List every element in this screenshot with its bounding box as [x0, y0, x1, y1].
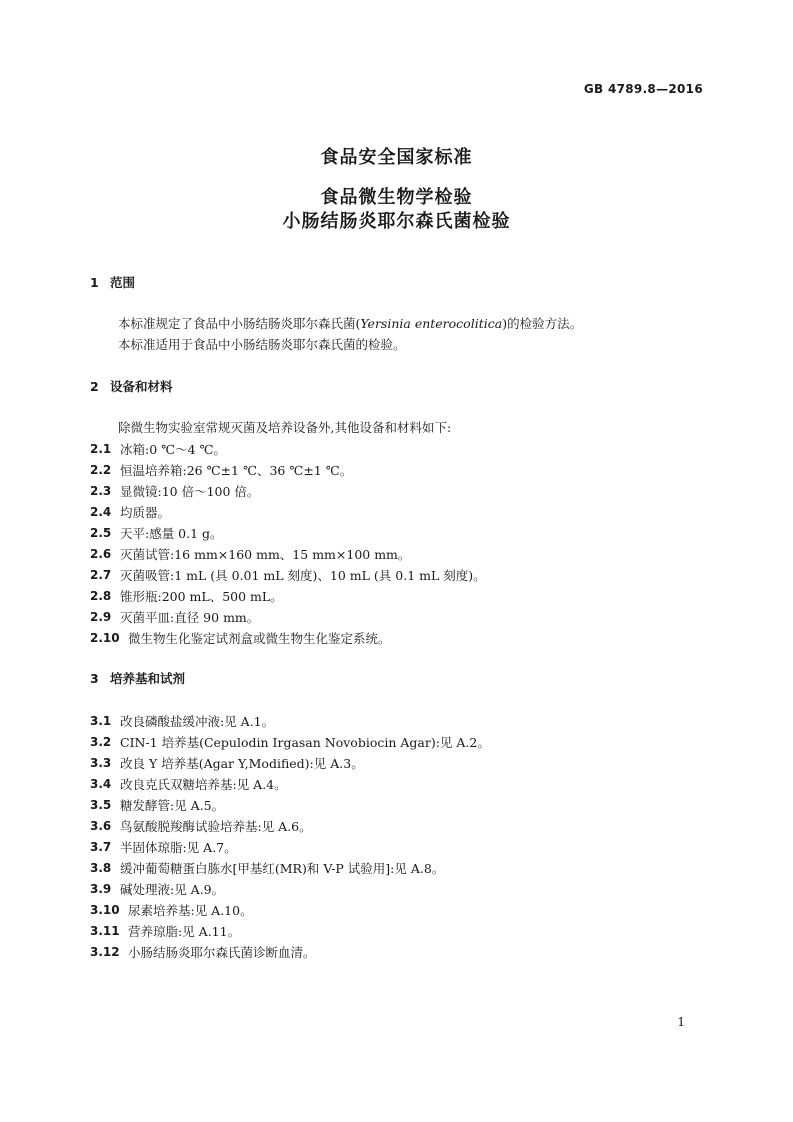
section-2-list: [90, 439, 486, 649]
item-text: 均质器。: [120, 505, 171, 520]
section-3-title: 培养基和试剂: [110, 671, 186, 686]
list-item: [90, 942, 490, 963]
list-item: [90, 523, 486, 544]
item-text: 灭菌平皿:直径 90 mm。: [120, 610, 260, 625]
item-text: 微生物生化鉴定试剂盒或微生物生化鉴定系统。: [128, 631, 391, 646]
item-number: 3.8: [90, 861, 112, 875]
list-item: [90, 921, 490, 942]
item-number: 2.3: [90, 484, 112, 498]
item-number: 3.9: [90, 882, 112, 896]
item-text: 灭菌试管:16 mm×160 mm、15 mm×100 mm。: [120, 547, 411, 562]
document-subtitle-2: 小肠结肠炎耶尔森氏菌检验: [282, 211, 511, 232]
item-number: 2.8: [90, 589, 112, 603]
item-text: 改良克氏双糖培养基:见 A.4。: [120, 777, 287, 792]
list-item: [90, 544, 486, 565]
document-title: 食品安全国家标准: [320, 147, 473, 168]
item-number: 3.7: [90, 840, 112, 854]
item-text: 显微镜:10 倍～100 倍。: [120, 484, 260, 499]
list-item: [90, 502, 486, 523]
item-text: 锥形瓶:200 mL、500 mL。: [120, 589, 283, 604]
item-number: 2.2: [90, 463, 112, 477]
item-number: 2.10: [90, 631, 120, 645]
list-item: [90, 879, 490, 900]
species-name: Yersinia enterocolitica: [360, 316, 503, 331]
item-text: 碱处理液:见 A.9。: [120, 882, 225, 897]
list-item: [90, 460, 486, 481]
item-text: 营养琼脂:见 A.11。: [128, 924, 241, 939]
list-item: [90, 607, 486, 628]
item-text: 小肠结肠炎耶尔森氏菌诊断血清。: [128, 945, 316, 960]
item-text: 冰箱:0 ℃～4 ℃。: [120, 442, 227, 457]
list-item: [90, 565, 486, 586]
section-1-paragraph-2: 本标准适用于食品中小肠结肠炎耶尔森氏菌的检验。: [118, 337, 406, 352]
item-text: 天平:感量 0.1 g。: [120, 526, 223, 541]
item-text: 恒温培养箱:26 ℃±1 ℃、36 ℃±1 ℃。: [120, 463, 353, 478]
list-item: [90, 711, 490, 732]
list-item: [90, 439, 486, 460]
item-number: 2.5: [90, 526, 112, 540]
standard-code: GB 4789.8—2016: [583, 82, 703, 96]
list-item: [90, 795, 490, 816]
item-number: 3.11: [90, 924, 120, 938]
item-number: 3.12: [90, 945, 120, 959]
item-number: 3.10: [90, 903, 120, 917]
para-text: 本标准规定了食品中小肠结肠炎耶尔森氏菌(: [118, 316, 361, 331]
section-1-heading: [90, 273, 135, 293]
item-text: 尿素培养基:见 A.10。: [128, 903, 253, 918]
list-item: [90, 774, 490, 795]
para-text: )的检验方法。: [502, 316, 583, 331]
item-text: CIN-1 培养基(Cepulodin Irgasan Novobiocin Agar):见 A.2。: [120, 735, 490, 750]
item-number: 3.6: [90, 819, 112, 833]
list-item: [90, 753, 490, 774]
item-text: 改良 Y 培养基(Agar Y,Modified):见 A.3。: [120, 756, 364, 771]
item-number: 2.9: [90, 610, 112, 624]
section-3-heading: [90, 669, 185, 689]
item-number: 2.7: [90, 568, 112, 582]
item-number: 2.4: [90, 505, 112, 519]
list-item: [90, 837, 490, 858]
item-number: 2.1: [90, 442, 112, 456]
section-3-list: [90, 711, 490, 963]
item-number: 3.3: [90, 756, 112, 770]
item-text: 半固体琼脂:见 A.7。: [120, 840, 237, 855]
section-2-number: 2: [90, 379, 99, 394]
item-number: 2.6: [90, 547, 112, 561]
item-text: 缓冲葡萄糖蛋白胨水[甲基红(MR)和 V-P 试验用]:见 A.8。: [120, 861, 445, 876]
list-item: [90, 481, 486, 502]
list-item: [90, 628, 486, 649]
document-subtitle: 食品微生物学检验: [320, 187, 473, 208]
item-number: 3.1: [90, 714, 112, 728]
page-number: 1: [677, 1015, 685, 1029]
list-item: [90, 586, 486, 607]
section-1-title: 范围: [110, 275, 136, 290]
section-2-intro: 除微生物实验室常规灭菌及培养设备外,其他设备和材料如下:: [118, 420, 452, 435]
section-2-title: 设备和材料: [110, 379, 173, 394]
item-text: 灭菌吸管:1 mL (具 0.01 mL 刻度)、10 mL (具 0.1 mL 刻度)。: [120, 568, 486, 583]
item-text: 糖发酵管:见 A.5。: [120, 798, 225, 813]
item-text: 改良磷酸盐缓冲液:见 A.1。: [120, 714, 275, 729]
item-number: 3.5: [90, 798, 112, 812]
section-1-paragraph-1: [118, 314, 582, 334]
item-number: 3.4: [90, 777, 112, 791]
section-1-number: 1: [90, 275, 99, 290]
list-item: [90, 900, 490, 921]
section-2-heading: [90, 377, 173, 397]
list-item: [90, 858, 490, 879]
section-3-number: 3: [90, 671, 99, 686]
list-item: [90, 732, 490, 753]
item-text: 鸟氨酸脱羧酶试验培养基:见 A.6。: [120, 819, 312, 834]
list-item: [90, 816, 490, 837]
item-number: 3.2: [90, 735, 112, 749]
